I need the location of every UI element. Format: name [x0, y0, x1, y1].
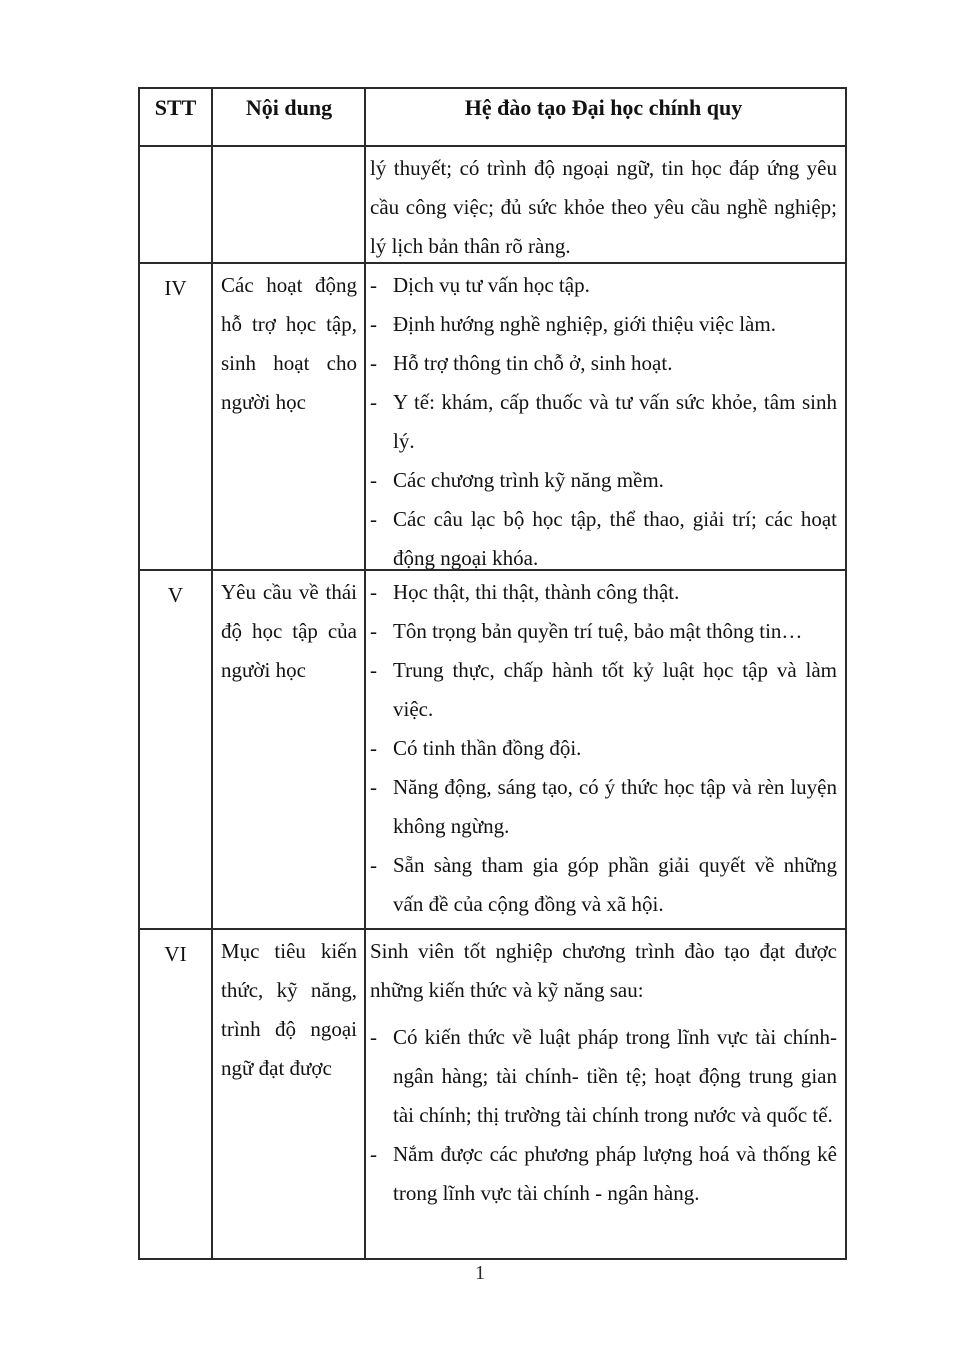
- table-header-row: [140, 89, 845, 145]
- cell-stt: IV: [164, 276, 187, 300]
- table-row: [140, 928, 845, 1258]
- bullet-text: Năng động, sáng tạo, có ý thức học tập và rèn luyện không ngừng.: [393, 775, 837, 838]
- bullet-text: Định hướng nghề nghiệp, giới thiệu việc làm.: [393, 312, 776, 336]
- bullet-text: Nắm được các phương pháp lượng hoá và thống kê trong lĩnh vực tài chính - ngân hàng.: [393, 1142, 837, 1205]
- bullet-dash: -: [370, 468, 377, 492]
- paragraph: Sinh viên tốt nghiệp chương trình đào tạo đạt được những kiến thức và kỹ năng sau:: [370, 939, 837, 1002]
- bullet-list: [370, 266, 837, 578]
- list-item: [370, 383, 837, 461]
- list-item: [370, 768, 837, 846]
- list-item: [370, 573, 837, 612]
- list-item: [370, 500, 837, 578]
- list-item: [370, 729, 837, 768]
- bullet-text: Tôn trọng bản quyền trí tuệ, bảo mật thông tin…: [393, 619, 803, 643]
- bullet-text: Có kiến thức về luật pháp trong lĩnh vực tài chính- ngân hàng; tài chính- tiền tệ; hoạt động trung gian tài chính; thị trường tài chính trong nước và quốc tế.: [393, 1025, 837, 1127]
- bullet-text: Hỗ trợ thông tin chỗ ở, sinh hoạt.: [393, 351, 673, 375]
- bullet-text: Các chương trình kỹ năng mềm.: [393, 468, 664, 492]
- page-number: 1: [475, 1262, 485, 1284]
- bullet-dash: -: [370, 312, 377, 336]
- list-item: [370, 1135, 837, 1213]
- bullet-dash: -: [370, 390, 377, 414]
- list-item: [370, 266, 837, 305]
- curriculum-table: [138, 87, 847, 1260]
- cell-topic: Mục tiêu kiến thức, kỹ năng, trình độ ngoại ngữ đạt được: [211, 930, 366, 1258]
- cell-stt: V: [167, 583, 184, 607]
- bullet-dash: -: [370, 775, 377, 799]
- bullet-dash: -: [370, 351, 377, 375]
- bullet-text: Y tế: khám, cấp thuốc và tư vấn sức khỏe, tâm sinh lý.: [393, 390, 837, 453]
- bullet-text: Học thật, thi thật, thành công thật.: [393, 580, 680, 604]
- bullet-dash: -: [370, 658, 377, 682]
- list-item: [370, 305, 837, 344]
- paragraph: lý thuyết; có trình độ ngoại ngữ, tin học đáp ứng yêu cầu công việc; đủ sức khỏe theo yêu cầu nghề nghiệp; lý lịch bản thân rõ ràng.: [370, 156, 837, 258]
- list-item: [370, 846, 837, 924]
- cell-content: [366, 264, 845, 569]
- header-cell-he-dao-tao: Hệ đào tạo Đại học chính quy: [464, 95, 743, 120]
- bullet-dash: -: [370, 1142, 377, 1166]
- bullet-text: Dịch vụ tư vấn học tập.: [393, 273, 590, 297]
- bullet-text: Có tinh thần đồng đội.: [393, 736, 582, 760]
- list-item: [370, 461, 837, 500]
- cell-topic: Các hoạt động hỗ trợ học tập, sinh hoạt cho người học: [211, 264, 366, 569]
- table-row: [140, 262, 845, 569]
- bullet-dash: -: [370, 580, 377, 604]
- bullet-dash: -: [370, 736, 377, 760]
- table-row: [140, 569, 845, 928]
- bullet-list: [370, 1018, 837, 1213]
- header-cell-stt: STT: [154, 95, 197, 120]
- bullet-list: [370, 573, 837, 924]
- header-cell-noi-dung: Nội dung: [211, 89, 366, 145]
- cell-topic: Yêu cầu về thái độ học tập của người học: [211, 571, 366, 928]
- bullet-dash: -: [370, 1025, 377, 1049]
- list-item: [370, 651, 837, 729]
- list-item: [370, 612, 837, 651]
- bullet-dash: -: [370, 619, 377, 643]
- cell-content: [366, 571, 845, 928]
- bullet-text: Các câu lạc bộ học tập, thể thao, giải trí; các hoạt động ngoại khóa.: [393, 507, 837, 570]
- table-row: [140, 145, 845, 262]
- cell-content: [366, 930, 845, 1258]
- cell-stt: VI: [164, 942, 187, 966]
- list-item: [370, 344, 837, 383]
- bullet-text: Trung thực, chấp hành tốt kỷ luật học tập và làm việc.: [393, 658, 837, 721]
- cell-content: [366, 147, 845, 262]
- bullet-text: Sẵn sàng tham gia góp phần giải quyết về những vấn đề của cộng đồng và xã hội.: [393, 853, 837, 916]
- cell-topic: [211, 147, 366, 262]
- cell-stt: [140, 147, 211, 262]
- bullet-dash: -: [370, 273, 377, 297]
- bullet-dash: -: [370, 853, 377, 877]
- list-item: [370, 1018, 837, 1135]
- bullet-dash: -: [370, 507, 377, 531]
